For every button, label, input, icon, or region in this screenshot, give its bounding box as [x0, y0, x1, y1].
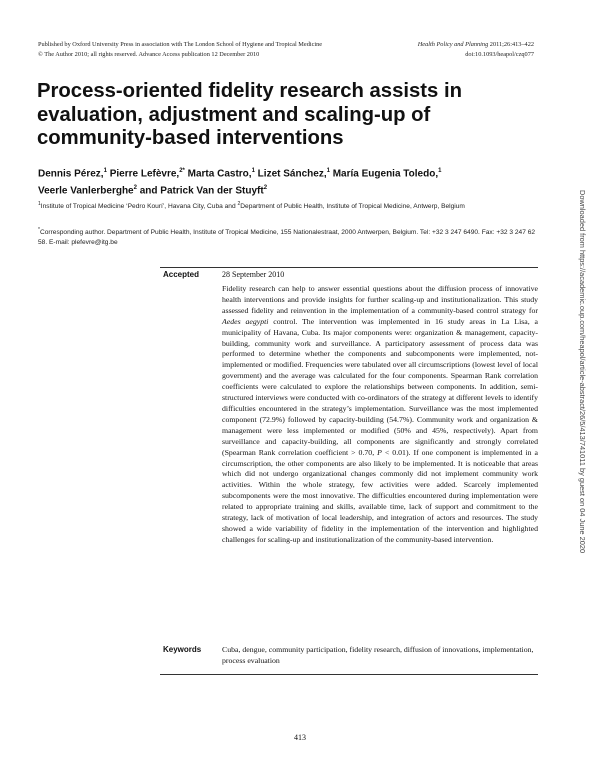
author-name: Dennis Pérez,	[38, 168, 104, 180]
author-affiliation-mark: 1	[326, 168, 330, 174]
affiliation-text: Institute of Tropical Medicine ‘Pedro Kourí’, Havana City, Cuba and	[40, 203, 238, 211]
article-title: Process-oriented fidelity research assists in evaluation, adjustment and scaling-up of community-based interventions	[37, 80, 462, 149]
affiliation-text: Department of Public Health, Institute of Tropical Medicine, Antwerp, Belgium	[240, 203, 465, 211]
author-affiliation-mark: 1	[103, 168, 107, 174]
journal-name: Health Policy and Planning	[417, 41, 489, 48]
publisher-line: Published by Oxford University Press in association with The London School of Hygiene and Tropical Medicine	[38, 41, 323, 48]
abstract-part: < 0.01). If one component is implemented in a circumscription, the other components are also likely to be implemented. It is noticeable that areas which did not undergo organizational changes commonly did not implement community work activities. Within the whole strategy, few activities were added. Scarcely implemented subcomponents were the most innovative. The difficulties encountered during implementation were related to appropriate training and skills, available time, lack of support and commitment to the strategy, lack of motivation of local leadership, and integration of actors and resources. The study showed a wide variability of fidelity in the implementation of the intervention and highlighted challenges for scaling-up and institutionalization of the community-based intervention.	[222, 447, 538, 544]
author-affiliation-mark: 1	[251, 168, 255, 174]
copyright-line: © The Author 2010; all rights reserved. Advance Access publication 12 December 2010	[38, 51, 260, 58]
abstract-top-rule	[160, 267, 538, 268]
keywords-label: Keywords	[163, 645, 202, 654]
author-name: Lizet Sánchez,	[254, 168, 327, 180]
author-name: Marta Castro,	[184, 168, 252, 180]
affiliation-mark: 1	[38, 201, 41, 207]
author-name: María Eugenia Toledo,	[329, 168, 439, 180]
accepted-date: 28 September 2010	[222, 270, 285, 279]
author-list	[38, 164, 538, 199]
author-affiliation-mark: 2	[263, 185, 268, 192]
affiliations	[38, 200, 538, 212]
corresponding-mark: *	[38, 227, 40, 233]
journal-header-right	[418, 40, 534, 60]
author-name: Veerle Vanlerberghe	[38, 185, 134, 197]
affiliation-mark: 2	[237, 201, 241, 207]
author-name: Pierre Lefèvre,	[106, 168, 180, 180]
abstract-part: control. The intervention was implemented in 16 study areas in La Lisa, a municipality of Havana, Cuba. Its major components were: organization & management, capacity-building, community work and surveillance. A participatory assessment of process data was performed to determine whether the components and subcomponents were implemented, not-implemented or modified. Frequencies were tabulated over all circumscriptions (lowest level of local government) and the average was calculated for the four components. Spearman Rank correlation coefficients were calculated to explore the relationships between components. In addition, semi-structured interviews were conducted with co-ordinators of the strategy at different levels to identify difficulties encountered in the strategy’s implementation. Surveillance was the most implemented component (72.9%) followed by capacity-building (54.7%). Community work and organization & management were less implemented or modified (50% and 45%, respectively). Apart from surveillance and capacity-building, all components are significantly and strongly correlated (Spearman Rank correlation coefficient > 0.70,	[222, 316, 538, 457]
author-name: and Patrick Van der Stuyft	[136, 185, 264, 197]
download-watermark	[576, 190, 590, 610]
page-number: 413	[294, 733, 306, 742]
accepted-label: Accepted	[163, 270, 200, 279]
species-name: Aedes aegypti	[222, 316, 269, 326]
abstract-bottom-rule	[160, 674, 538, 675]
citation-line	[418, 40, 534, 50]
download-note-text: Downloaded from https://academic.oup.com/heapol/article-abstract/26/5/413/741011 by guest on 04 June 2020	[578, 190, 587, 554]
corresponding-text: Corresponding author. Department of Public Health, Institute of Tropical Medicine, 155 Nationalestraat, 2000 Antwerpen, Belgium. Tel: +32 3 247 6490. Fax: +32 3 247 62 58. E-mail: plefevre@itg.be	[38, 229, 536, 246]
keywords-list: Cuba, dengue, community participation, fidelity research, diffusion of innovations, implementation, process evaluation	[222, 645, 534, 665]
author-affiliation-mark: 2	[133, 185, 137, 192]
doi[interactable]: doi:10.1093/heapol/czq077	[465, 51, 534, 58]
abstract-part: Fidelity research can help to answer essential questions about the diffusion process of innovative health interventions and provide insights for further scaling-up and institutionalization. This study assessed fidelity and reinvention in the implementation of a community-based control strategy for	[222, 284, 538, 315]
p-value-symbol: P	[377, 447, 382, 457]
journal-header-left	[38, 40, 322, 60]
corresponding-author	[38, 226, 538, 247]
author-affiliation-mark: 2*	[179, 168, 185, 174]
abstract-text	[222, 284, 538, 546]
author-affiliation-mark: 1	[438, 168, 442, 174]
volume-pages: 2011;26:413–422	[488, 41, 534, 48]
